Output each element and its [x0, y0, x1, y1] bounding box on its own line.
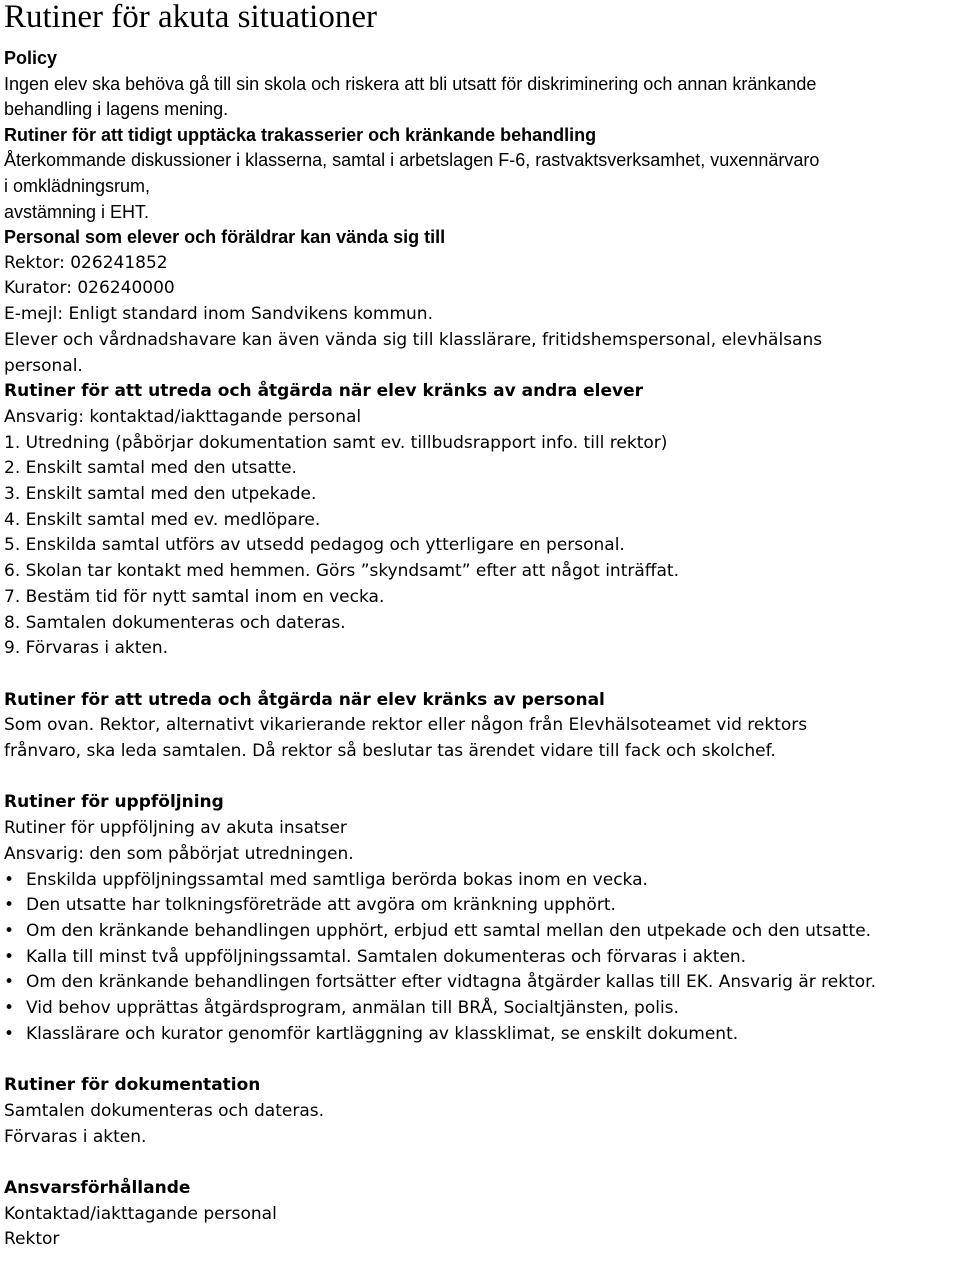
- policy-text: Ingen elev ska behöva gå till sin skola och riskera att bli utsatt för diskriminering och annan kränkande behandling i lagens mening.: [4, 73, 817, 120]
- responsibility-heading: Ansvarsförhållande: [4, 1178, 191, 1198]
- followup-heading: Rutiner för uppföljning: [4, 792, 224, 813]
- step-item: 1. Utredning (påbörjar dokumentation samt ev. tillbudsrapport info. till rektor): [4, 432, 668, 453]
- followup-responsible: Ansvarig: den som påbörjat utredningen.: [4, 843, 354, 864]
- bullet-icon: •: [4, 869, 15, 890]
- early-detection-heading: Rutiner för att tidigt upptäcka trakasserier och kränkande behandling: [4, 124, 597, 145]
- bullet-icon: •: [4, 921, 15, 941]
- contact-other: Elever och vårdnadshavare kan även vända sig till klasslärare, fritidshemspersonal, elevhälsans: [4, 329, 823, 350]
- policy-section: [4, 46, 956, 123]
- early-detection-line: Återkommande diskussioner i klasserna, samtal i arbetslagen F-6, rastvaktsverksamhet, vuxennärvaro: [4, 150, 820, 171]
- documentation-line: Förvaras i akten.: [4, 1126, 147, 1147]
- followup-sub: Rutiner för uppföljning av akuta insatser: [4, 818, 347, 839]
- responsibility-section: [4, 1176, 956, 1253]
- contacts-heading: Personal som elever och föräldrar kan vända sig till: [4, 227, 446, 248]
- followup-section: [4, 790, 956, 1047]
- step-item: 7. Bestäm tid för nytt samtal inom en vecka.: [4, 586, 385, 607]
- list-item: [4, 1022, 956, 1048]
- list-item: [4, 893, 956, 919]
- list-item-text: Den utsatte har tolkningsföreträde att avgöra om kränkning upphört.: [26, 895, 616, 916]
- bullet-icon: •: [4, 946, 15, 967]
- bullet-icon: •: [4, 895, 15, 916]
- contact-kurator: Kurator: 026240000: [4, 278, 175, 299]
- policy-heading: Policy: [4, 48, 58, 68]
- step-item: 3. Enskilt samtal med den utpekade.: [4, 484, 317, 505]
- step-item: 8. Samtalen dokumenteras och dateras.: [4, 612, 346, 633]
- list-item: [4, 945, 956, 971]
- followup-list: [4, 868, 956, 1048]
- investigate-students-heading: Rutiner för att utreda och åtgärda när elev kränks av andra elever: [4, 381, 644, 402]
- contact-other: personal.: [4, 355, 83, 376]
- bullet-icon: •: [4, 998, 15, 1019]
- list-item-text: Kalla till minst två uppföljningssamtal. Samtalen dokumenteras och förvaras i akten.: [26, 946, 747, 967]
- investigate-staff-line: frånvaro, ska leda samtalen. Då rektor så beslutar tas ärendet vidare till fack och skolchef.: [4, 741, 776, 762]
- list-item-text: Vid behov upprättas åtgärdsprogram, anmälan till BRÅ, Socialtjänsten, polis.: [26, 998, 679, 1019]
- list-item-text: Enskilda uppföljningssamtal med samtliga berörda bokas inom en vecka.: [26, 869, 648, 890]
- documentation-section: [4, 1073, 956, 1150]
- investigate-students-responsible: Ansvarig: kontaktad/iakttagande personal: [4, 406, 362, 427]
- early-detection-section: [4, 123, 956, 225]
- early-detection-line: avstämning i EHT.: [4, 201, 150, 222]
- documentation-line: Samtalen dokumenteras och dateras.: [4, 1100, 325, 1121]
- responsibility-line: Rektor: [4, 1229, 60, 1250]
- list-item-text: Om den kränkande behandlingen fortsätter efter vidtagna åtgärder kallas till EK. Ansvarig är rektor.: [26, 972, 876, 993]
- contact-rektor: Rektor: 026241852: [4, 252, 168, 273]
- document-page: [4, 0, 956, 1253]
- responsibility-line: Kontaktad/iakttagande personal: [4, 1203, 277, 1224]
- documentation-heading: Rutiner för dokumentation: [4, 1075, 261, 1096]
- list-item: [4, 868, 956, 894]
- step-item: 4. Enskilt samtal med ev. medlöpare.: [4, 509, 321, 530]
- bullet-icon: •: [4, 972, 15, 993]
- list-item: [4, 919, 956, 945]
- page-title: Rutiner för akuta situationer: [4, 0, 377, 35]
- investigate-staff-heading: Rutiner för att utreda och åtgärda när elev kränks av personal: [4, 689, 605, 710]
- step-item: 2. Enskilt samtal med den utsatte.: [4, 458, 297, 479]
- list-item: [4, 996, 956, 1022]
- investigate-staff-section: [4, 688, 956, 765]
- step-item: 9. Förvaras i akten.: [4, 638, 169, 659]
- investigate-students-section: [4, 379, 956, 662]
- early-detection-line: i omklädningsrum,: [4, 175, 151, 196]
- contacts-section: [4, 225, 956, 379]
- step-item: 6. Skolan tar kontakt med hemmen. Görs ”skyndsamt” efter att något inträffat.: [4, 561, 679, 582]
- list-item-text: Om den kränkande behandlingen upphört, erbjud ett samtal mellan den utpekade och den utsatte.: [26, 921, 872, 941]
- step-item: 5. Enskilda samtal utförs av utsedd pedagog och ytterligare en personal.: [4, 535, 625, 556]
- investigate-staff-line: Som ovan. Rektor, alternativt vikarierande rektor eller någon från Elevhälsoteamet vid rektors: [4, 715, 808, 736]
- list-item-text: Klasslärare och kurator genomför kartläggning av klassklimat, se enskilt dokument.: [26, 1023, 739, 1044]
- bullet-icon: •: [4, 1023, 15, 1044]
- list-item: [4, 970, 956, 996]
- contact-email: E-mejl: Enligt standard inom Sandvikens kommun.: [4, 304, 433, 325]
